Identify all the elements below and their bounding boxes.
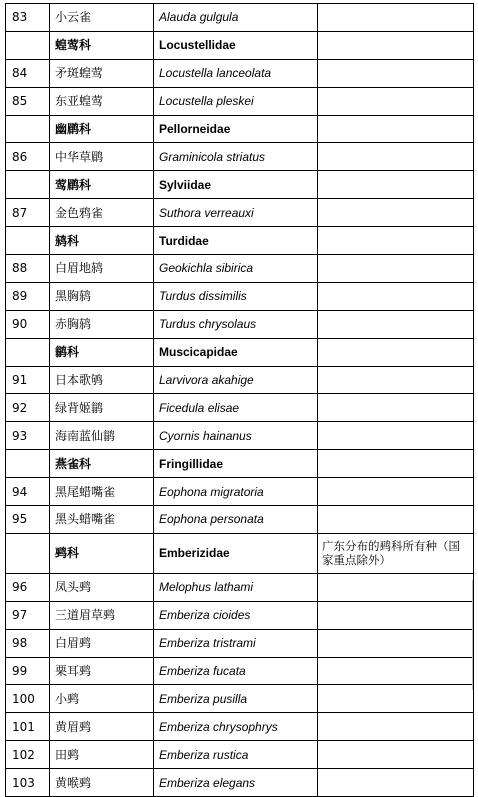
note-cell xyxy=(318,338,474,366)
note-cell xyxy=(318,171,474,199)
scientific-name-cell: Ficedula elisae xyxy=(154,394,318,422)
species-table-body xyxy=(6,4,474,797)
row-number-cell: 90 xyxy=(6,310,50,338)
note-cell xyxy=(318,713,474,741)
chinese-name-cell: 白眉地鸫 xyxy=(50,255,154,283)
note-cell xyxy=(318,506,474,534)
family-scientific-name-cell: Muscicapidae xyxy=(154,338,318,366)
species-row xyxy=(6,506,474,534)
family-scientific-name-cell: Locustellidae xyxy=(154,31,318,59)
chinese-name-cell: 东亚蝗莺 xyxy=(50,87,154,115)
species-row xyxy=(6,422,474,450)
family-scientific-name-cell: Sylviidae xyxy=(154,171,318,199)
chinese-name-cell: 黑头蜡嘴雀 xyxy=(50,506,154,534)
row-number-cell: 88 xyxy=(6,255,50,283)
page-edge-line xyxy=(472,580,473,690)
species-row xyxy=(6,685,474,713)
family-row xyxy=(6,533,474,573)
row-number-cell: 94 xyxy=(6,478,50,506)
family-row xyxy=(6,115,474,143)
note-cell xyxy=(318,741,474,769)
scientific-name-cell: Eophona migratoria xyxy=(154,478,318,506)
family-chinese-name-cell: 幽鹛科 xyxy=(50,115,154,143)
row-number-cell xyxy=(6,450,50,478)
row-number-cell xyxy=(6,533,50,573)
note-cell xyxy=(318,4,474,32)
scientific-name-cell: Turdus dissimilis xyxy=(154,282,318,310)
note-cell xyxy=(318,657,474,685)
species-row xyxy=(6,282,474,310)
chinese-name-cell: 田鹀 xyxy=(50,741,154,769)
row-number-cell: 92 xyxy=(6,394,50,422)
family-row xyxy=(6,338,474,366)
species-row xyxy=(6,199,474,227)
chinese-name-cell: 黄喉鹀 xyxy=(50,769,154,797)
note-cell xyxy=(318,31,474,59)
row-number-cell: 89 xyxy=(6,282,50,310)
note-cell xyxy=(318,255,474,283)
scientific-name-cell: Emberiza elegans xyxy=(154,769,318,797)
family-row xyxy=(6,227,474,255)
species-row xyxy=(6,657,474,685)
scientific-name-cell: Emberiza pusilla xyxy=(154,685,318,713)
family-row xyxy=(6,31,474,59)
species-row xyxy=(6,4,474,32)
chinese-name-cell: 海南蓝仙鹟 xyxy=(50,422,154,450)
species-table-page xyxy=(5,3,473,797)
row-number-cell: 96 xyxy=(6,573,50,601)
row-number-cell: 93 xyxy=(6,422,50,450)
species-row xyxy=(6,87,474,115)
row-number-cell: 97 xyxy=(6,601,50,629)
note-cell xyxy=(318,59,474,87)
scientific-name-cell: Turdus chrysolaus xyxy=(154,310,318,338)
chinese-name-cell: 凤头鹀 xyxy=(50,573,154,601)
note-cell xyxy=(318,199,474,227)
row-number-cell xyxy=(6,31,50,59)
note-cell xyxy=(318,629,474,657)
row-number-cell: 98 xyxy=(6,629,50,657)
scientific-name-cell: Locustella pleskei xyxy=(154,87,318,115)
family-scientific-name-cell: Fringillidae xyxy=(154,450,318,478)
family-scientific-name-cell: Emberizidae xyxy=(154,533,318,573)
species-row xyxy=(6,59,474,87)
row-number-cell: 95 xyxy=(6,506,50,534)
note-cell xyxy=(318,143,474,171)
scientific-name-cell: Cyornis hainanus xyxy=(154,422,318,450)
chinese-name-cell: 日本歌鸲 xyxy=(50,366,154,394)
note-cell xyxy=(318,450,474,478)
family-chinese-name-cell: 燕雀科 xyxy=(50,450,154,478)
chinese-name-cell: 小鹀 xyxy=(50,685,154,713)
family-scientific-name-cell: Pellorneidae xyxy=(154,115,318,143)
scientific-name-cell: Larvivora akahige xyxy=(154,366,318,394)
chinese-name-cell: 栗耳鹀 xyxy=(50,657,154,685)
scientific-name-cell: Emberiza rustica xyxy=(154,741,318,769)
species-table xyxy=(5,3,474,797)
species-row xyxy=(6,713,474,741)
family-chinese-name-cell: 鸫科 xyxy=(50,227,154,255)
chinese-name-cell: 金色鸦雀 xyxy=(50,199,154,227)
row-number-cell: 103 xyxy=(6,769,50,797)
row-number-cell xyxy=(6,227,50,255)
chinese-name-cell: 中华草鹛 xyxy=(50,143,154,171)
chinese-name-cell: 黑尾蜡嘴雀 xyxy=(50,478,154,506)
family-chinese-name-cell: 莺鹛科 xyxy=(50,171,154,199)
scientific-name-cell: Emberiza cioides xyxy=(154,601,318,629)
species-row xyxy=(6,769,474,797)
row-number-cell xyxy=(6,338,50,366)
row-number-cell: 85 xyxy=(6,87,50,115)
note-cell xyxy=(318,573,474,601)
row-number-cell: 99 xyxy=(6,657,50,685)
species-row xyxy=(6,601,474,629)
row-number-cell: 101 xyxy=(6,713,50,741)
scientific-name-cell: Eophona personata xyxy=(154,506,318,534)
chinese-name-cell: 小云雀 xyxy=(50,4,154,32)
row-number-cell: 100 xyxy=(6,685,50,713)
note-cell xyxy=(318,282,474,310)
scientific-name-cell: Alauda gulgula xyxy=(154,4,318,32)
row-number-cell: 87 xyxy=(6,199,50,227)
species-row xyxy=(6,478,474,506)
note-cell xyxy=(318,422,474,450)
row-number-cell: 84 xyxy=(6,59,50,87)
note-cell xyxy=(318,366,474,394)
chinese-name-cell: 黄眉鹀 xyxy=(50,713,154,741)
family-chinese-name-cell: 鹟科 xyxy=(50,338,154,366)
chinese-name-cell: 矛斑蝗莺 xyxy=(50,59,154,87)
species-row xyxy=(6,573,474,601)
family-chinese-name-cell: 鹀科 xyxy=(50,533,154,573)
note-cell xyxy=(318,478,474,506)
species-row xyxy=(6,310,474,338)
species-row xyxy=(6,255,474,283)
species-row xyxy=(6,366,474,394)
scientific-name-cell: Emberiza fucata xyxy=(154,657,318,685)
scientific-name-cell: Suthora verreauxi xyxy=(154,199,318,227)
species-row xyxy=(6,741,474,769)
chinese-name-cell: 白眉鹀 xyxy=(50,629,154,657)
row-number-cell xyxy=(6,171,50,199)
family-row xyxy=(6,450,474,478)
scientific-name-cell: Emberiza chrysophrys xyxy=(154,713,318,741)
chinese-name-cell: 绿背姬鹟 xyxy=(50,394,154,422)
note-cell: 广东分布的鹀科所有种（国家重点除外） xyxy=(318,533,474,573)
note-cell xyxy=(318,115,474,143)
note-cell xyxy=(318,601,474,629)
scientific-name-cell: Melophus lathami xyxy=(154,573,318,601)
species-row xyxy=(6,629,474,657)
family-chinese-name-cell: 蝗莺科 xyxy=(50,31,154,59)
row-number-cell: 83 xyxy=(6,4,50,32)
row-number-cell: 86 xyxy=(6,143,50,171)
note-cell xyxy=(318,227,474,255)
chinese-name-cell: 黑胸鸫 xyxy=(50,282,154,310)
family-row xyxy=(6,171,474,199)
chinese-name-cell: 三道眉草鹀 xyxy=(50,601,154,629)
family-scientific-name-cell: Turdidae xyxy=(154,227,318,255)
scientific-name-cell: Graminicola striatus xyxy=(154,143,318,171)
note-cell xyxy=(318,310,474,338)
scientific-name-cell: Geokichla sibirica xyxy=(154,255,318,283)
species-row xyxy=(6,143,474,171)
species-row xyxy=(6,394,474,422)
scientific-name-cell: Locustella lanceolata xyxy=(154,59,318,87)
row-number-cell: 91 xyxy=(6,366,50,394)
note-cell xyxy=(318,394,474,422)
note-cell xyxy=(318,87,474,115)
scientific-name-cell: Emberiza tristrami xyxy=(154,629,318,657)
row-number-cell xyxy=(6,115,50,143)
chinese-name-cell: 赤胸鸫 xyxy=(50,310,154,338)
note-cell xyxy=(318,769,474,797)
note-cell xyxy=(318,685,474,713)
row-number-cell: 102 xyxy=(6,741,50,769)
